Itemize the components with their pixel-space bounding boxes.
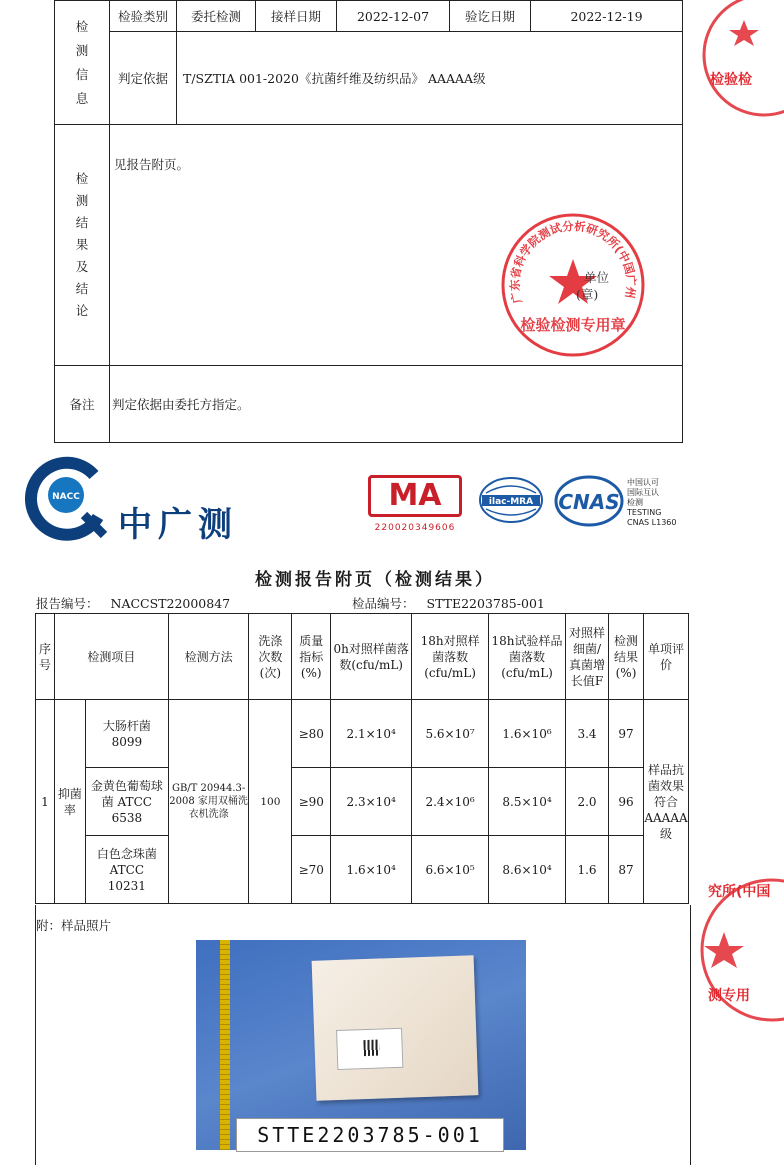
side-stamp-bottom-text2: 测专用	[708, 988, 750, 1004]
row-result: 87	[609, 836, 644, 904]
sample-id-label: STTE2203785-001	[236, 1118, 504, 1152]
received-date-label: 接样日期	[256, 1, 337, 32]
result-value: 见报告附页。	[114, 157, 190, 172]
ilac-logo	[478, 475, 544, 525]
stamp-overlay-unit: 单位	[584, 270, 610, 285]
cma-logo	[368, 475, 462, 539]
header-seq: 序号	[36, 614, 55, 700]
header-washes: 洗涤次数(次)	[249, 614, 292, 700]
row-zero-h: 1.6×10⁴	[331, 836, 412, 904]
brand-name: 中广测	[118, 505, 238, 545]
header-item: 检测项目	[54, 614, 168, 700]
fabric-sample-icon	[312, 955, 479, 1101]
row-18h-sample: 8.5×10⁴	[489, 768, 566, 836]
row-growth: 3.4	[566, 700, 609, 768]
table-row	[36, 768, 689, 836]
side-stamp-bottom	[706, 870, 771, 1030]
row-category: 抑菌率	[54, 700, 85, 904]
header-evaluation: 单项评价	[644, 614, 689, 700]
ilac-logo-svg	[478, 475, 544, 525]
ilac-text: ilac-MRA	[488, 497, 534, 507]
row-washes: 100	[249, 700, 292, 904]
sample-number: 检品编号： STTE2203785-001	[352, 596, 545, 611]
sample-photo	[196, 940, 526, 1150]
side-stamp-bottom-star	[704, 932, 744, 968]
seal-svg	[500, 212, 646, 358]
header-result: 检测结果(%)	[609, 614, 644, 700]
report-number: 报告编号： NACCST22000847	[36, 596, 231, 611]
header-quality: 质量指标(%)	[292, 614, 331, 700]
header-18h-control: 18h对照样菌落数(cfu/mL)	[412, 614, 489, 700]
row-18h-control: 6.6×10⁵	[412, 836, 489, 904]
ruler-icon	[220, 940, 230, 1150]
row-name: 大肠杆菌 8099	[85, 700, 168, 768]
results-header-row	[36, 614, 689, 700]
remark-value: 判定依据由委托方指定。	[110, 366, 683, 443]
row-18h-control: 2.4×10⁶	[412, 768, 489, 836]
header-growth: 对照样细菌/真菌增长值F	[566, 614, 609, 700]
cma-code: 220020349606	[374, 523, 456, 533]
seal-bottom-text: 检验检测专用章	[520, 316, 626, 334]
header-zero-h: 0h对照样菌落数(cfu/mL)	[331, 614, 412, 700]
header-method: 检测方法	[168, 614, 249, 700]
appendix-title: 检测报告附页（检测结果）	[255, 570, 495, 590]
cnas-text: CNAS	[558, 490, 620, 514]
row-18h-sample: 8.6×10⁴	[489, 836, 566, 904]
end-date-label: 验讫日期	[450, 1, 531, 32]
side-stamp-top	[704, 0, 784, 130]
photo-label: 附：样品照片	[36, 918, 112, 933]
row-growth: 1.6	[566, 836, 609, 904]
info-section-label: 检测信息	[55, 1, 110, 125]
side-stamp-bottom-svg	[706, 870, 771, 1030]
row-method: GB/T 20944.3-2008 家用双桶洗衣机洗涤	[168, 700, 249, 904]
side-stamp-top-svg	[704, 0, 784, 130]
cma-mark-icon: MA	[368, 475, 462, 517]
table-row	[36, 836, 689, 904]
inspection-type-label: 检验类别	[110, 1, 177, 32]
seal-arc-text: 广东省科学院测试分析研究所(中国广州	[507, 218, 639, 305]
row-seq: 1	[36, 700, 55, 904]
qr-code-icon	[363, 1040, 380, 1057]
row-zero-h: 2.3×10⁴	[331, 768, 412, 836]
nacc-logo-text: NACC	[52, 492, 80, 502]
remark-label: 备注	[55, 366, 110, 443]
inspection-type-value: 委托检测	[177, 1, 256, 32]
cnas-logo-svg	[554, 475, 624, 527]
row-quality: ≥70	[292, 836, 331, 904]
basis-label: 判定依据	[110, 32, 177, 125]
side-stamp-bottom-text1: 究所(中国	[708, 884, 771, 900]
result-section-label: 检测结果及结论	[55, 125, 110, 366]
row-zero-h: 2.1×10⁴	[331, 700, 412, 768]
table-row	[36, 700, 689, 768]
sample-tag-icon	[336, 1028, 403, 1070]
row-result: 96	[609, 768, 644, 836]
row-quality: ≥80	[292, 700, 331, 768]
row-evaluation: 样品抗菌效果符合AAAAA级	[644, 700, 689, 904]
row-18h-sample: 1.6×10⁶	[489, 700, 566, 768]
results-table	[35, 613, 689, 904]
nacc-logo-svg	[24, 455, 110, 539]
side-stamp-top-text: 检验检	[710, 72, 752, 88]
side-stamp-star	[729, 20, 759, 46]
row-name: 白色念珠菌 ATCC 10231	[85, 836, 168, 904]
row-growth: 2.0	[566, 768, 609, 836]
row-quality: ≥90	[292, 768, 331, 836]
basis-value: T/SZTIA 001-2020《抗菌纤维及纺织品》 AAAAA级	[177, 32, 683, 125]
row-name: 金黄色葡萄球菌 ATCC 6538	[85, 768, 168, 836]
row-result: 97	[609, 700, 644, 768]
row-18h-control: 5.6×10⁷	[412, 700, 489, 768]
stamp-overlay-seal: (章)	[576, 287, 599, 302]
inspection-seal-stamp	[500, 212, 646, 358]
end-date-value: 2022-12-19	[531, 1, 683, 32]
cnas-caption: 中国认可 国际互认 检测 TESTING CNAS L1360	[627, 478, 677, 527]
header-18h-sample: 18h试验样品菌落数(cfu/mL)	[489, 614, 566, 700]
received-date-value: 2022-12-07	[337, 1, 450, 32]
cnas-logo	[554, 475, 624, 527]
nacc-logo	[24, 455, 104, 535]
